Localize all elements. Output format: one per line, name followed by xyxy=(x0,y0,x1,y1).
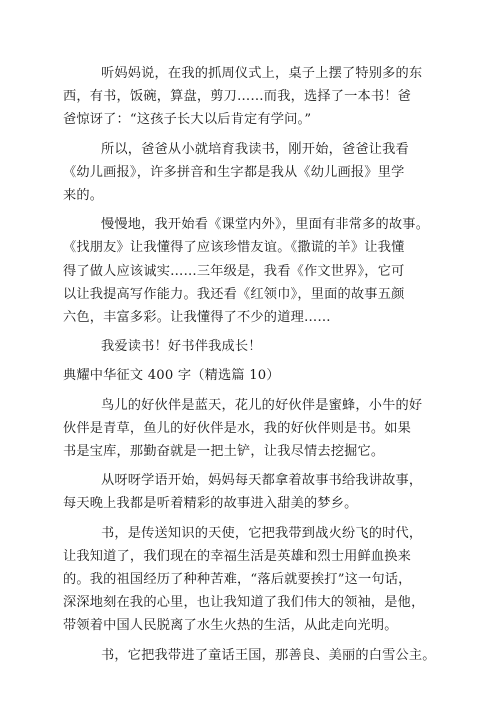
text-line: 深深地刻在我的心里，也让我知道了我们伟大的领袖，是他， xyxy=(63,595,425,611)
text-line: 让我知道了，我们现在的幸福生活是英雄和烈士用鲜血换来 xyxy=(63,548,412,564)
paragraph-1 xyxy=(63,62,443,132)
section-heading: 典耀中华征文 400 字（精选篇 10） xyxy=(63,368,280,384)
paragraph-2 xyxy=(63,138,443,208)
text-line: 伙伴是青草，鱼儿的好伙伴是水，我的好伙伴则是书。如果 xyxy=(63,420,412,436)
closing-line: 我爱读书！好书伴我成长！ xyxy=(101,339,262,355)
text-line: 鸟儿的好伙伴是蓝天，花儿的好伙伴是蜜蜂，小牛的好 xyxy=(101,397,423,413)
text-line: 带领着中国人民脱离了水生火热的生活，从此走向光明。 xyxy=(63,618,398,634)
text-line: 所以，爸爸从小就培育我读书，刚开始，爸爸让我看 xyxy=(101,141,409,157)
text-line: 西，有书，饭碗，算盘，剪刀……而我，选择了一本书！爸 xyxy=(63,89,412,105)
document-page xyxy=(63,62,443,673)
text-line: 得了做人应该诚实……三年级是，我看《作文世界》，它可 xyxy=(63,263,405,279)
text-line: 从呀呀学语开始，妈妈每天都拿着故事书给我讲故事， xyxy=(101,473,423,489)
text-line: 《找朋友》让我懂得了应该珍惜友谊。《撒谎的羊》让我懂 xyxy=(63,240,405,256)
text-line: 来的。 xyxy=(63,188,104,204)
text-line: 以让我提高写作能力。我还看《红领巾》，里面的故事五颜 xyxy=(63,286,405,302)
text-line: 书，是传送知识的天使，它把我带到战火纷飞的时代， xyxy=(101,525,423,541)
paragraph-5 xyxy=(63,469,443,515)
paragraph-6 xyxy=(63,522,443,638)
text-line: 书是宝库，那勤奋就是一把土铲，让我尽情去挖掘它。 xyxy=(63,444,385,460)
text-line: 六色，丰富多彩。让我懂得了不少的道理…… xyxy=(63,310,331,326)
paragraph-4 xyxy=(63,394,443,464)
paragraph-3 xyxy=(63,213,443,329)
text-line: 每天晚上我都是听着精彩的故事进入甜美的梦乡。 xyxy=(63,496,358,512)
text-line: 的。我的祖国经历了种种苦难，“落后就要挨打”这一句话， xyxy=(63,572,412,588)
text-line: 慢慢地，我开始看《课堂内外》，里面有非常多的故事。 xyxy=(101,217,430,233)
last-line: 书，它把我带进了童话王国，那善良、美丽的白雪公主。 xyxy=(101,647,436,663)
text-line: 《幼儿画报》，许多拼音和生字都是我从《幼儿画报》里学 xyxy=(63,164,405,180)
text-line: 爸惊讶了：“这孩子长大以后肯定有学问。” xyxy=(63,112,312,128)
text-line: 听妈妈说，在我的抓周仪式上，桌子上摆了特别多的东 xyxy=(101,66,423,81)
